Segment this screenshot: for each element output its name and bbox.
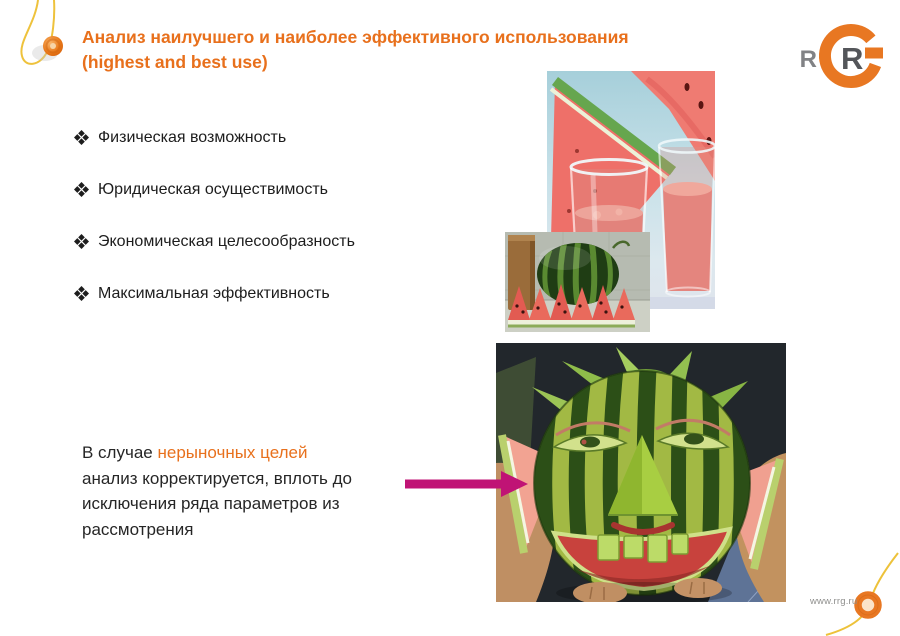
logo-g-bar [865,48,883,59]
logo-letter-r-inner: R [841,41,864,76]
note-line1 [82,440,432,466]
bullet-item [74,179,355,200]
note-line4: рассмотрения [82,519,194,539]
diamond-bullet-icon [74,130,89,145]
watermelon-slices-photo [505,232,650,332]
bullet-list [74,127,355,335]
page-title [82,25,742,75]
note-paragraph [82,440,432,542]
watermelon-face-photo [496,343,786,602]
bullet-label: Максимальная эффективность [98,284,330,302]
diamond-bullet-icon [74,234,89,249]
bullet-label: Физическая возможность [98,128,287,146]
bullet-label: Юридическая осуществимость [98,180,328,198]
page-title-line2: (highest and best use) [82,52,268,72]
bullet-item [74,127,355,148]
bullet-item [74,283,355,304]
bullet-label: Экономическая целесообразность [98,232,355,250]
note-highlight: нерыночных целей [157,443,308,462]
website-link[interactable]: www.rrg.ru [810,596,858,607]
diamond-bullet-icon [74,182,89,197]
note-prefix: В случае [82,443,158,462]
diamond-bullet-icon [74,286,89,301]
bullet-item [74,231,355,252]
note-line2: анализ корректируется, вплоть до [82,468,352,488]
page-title-line1: Анализ наилучшего и наиболее эффективного использования [82,27,629,47]
logo-letter-r-outer: R [799,46,817,73]
note-line3: исключения ряда параметров из [82,494,340,513]
rrg-logo [795,20,890,92]
thread-decoration-top-left [14,0,86,96]
bead-icon [43,36,63,56]
thread-decoration-bottom-right [818,545,900,636]
arrow-right [405,470,530,498]
